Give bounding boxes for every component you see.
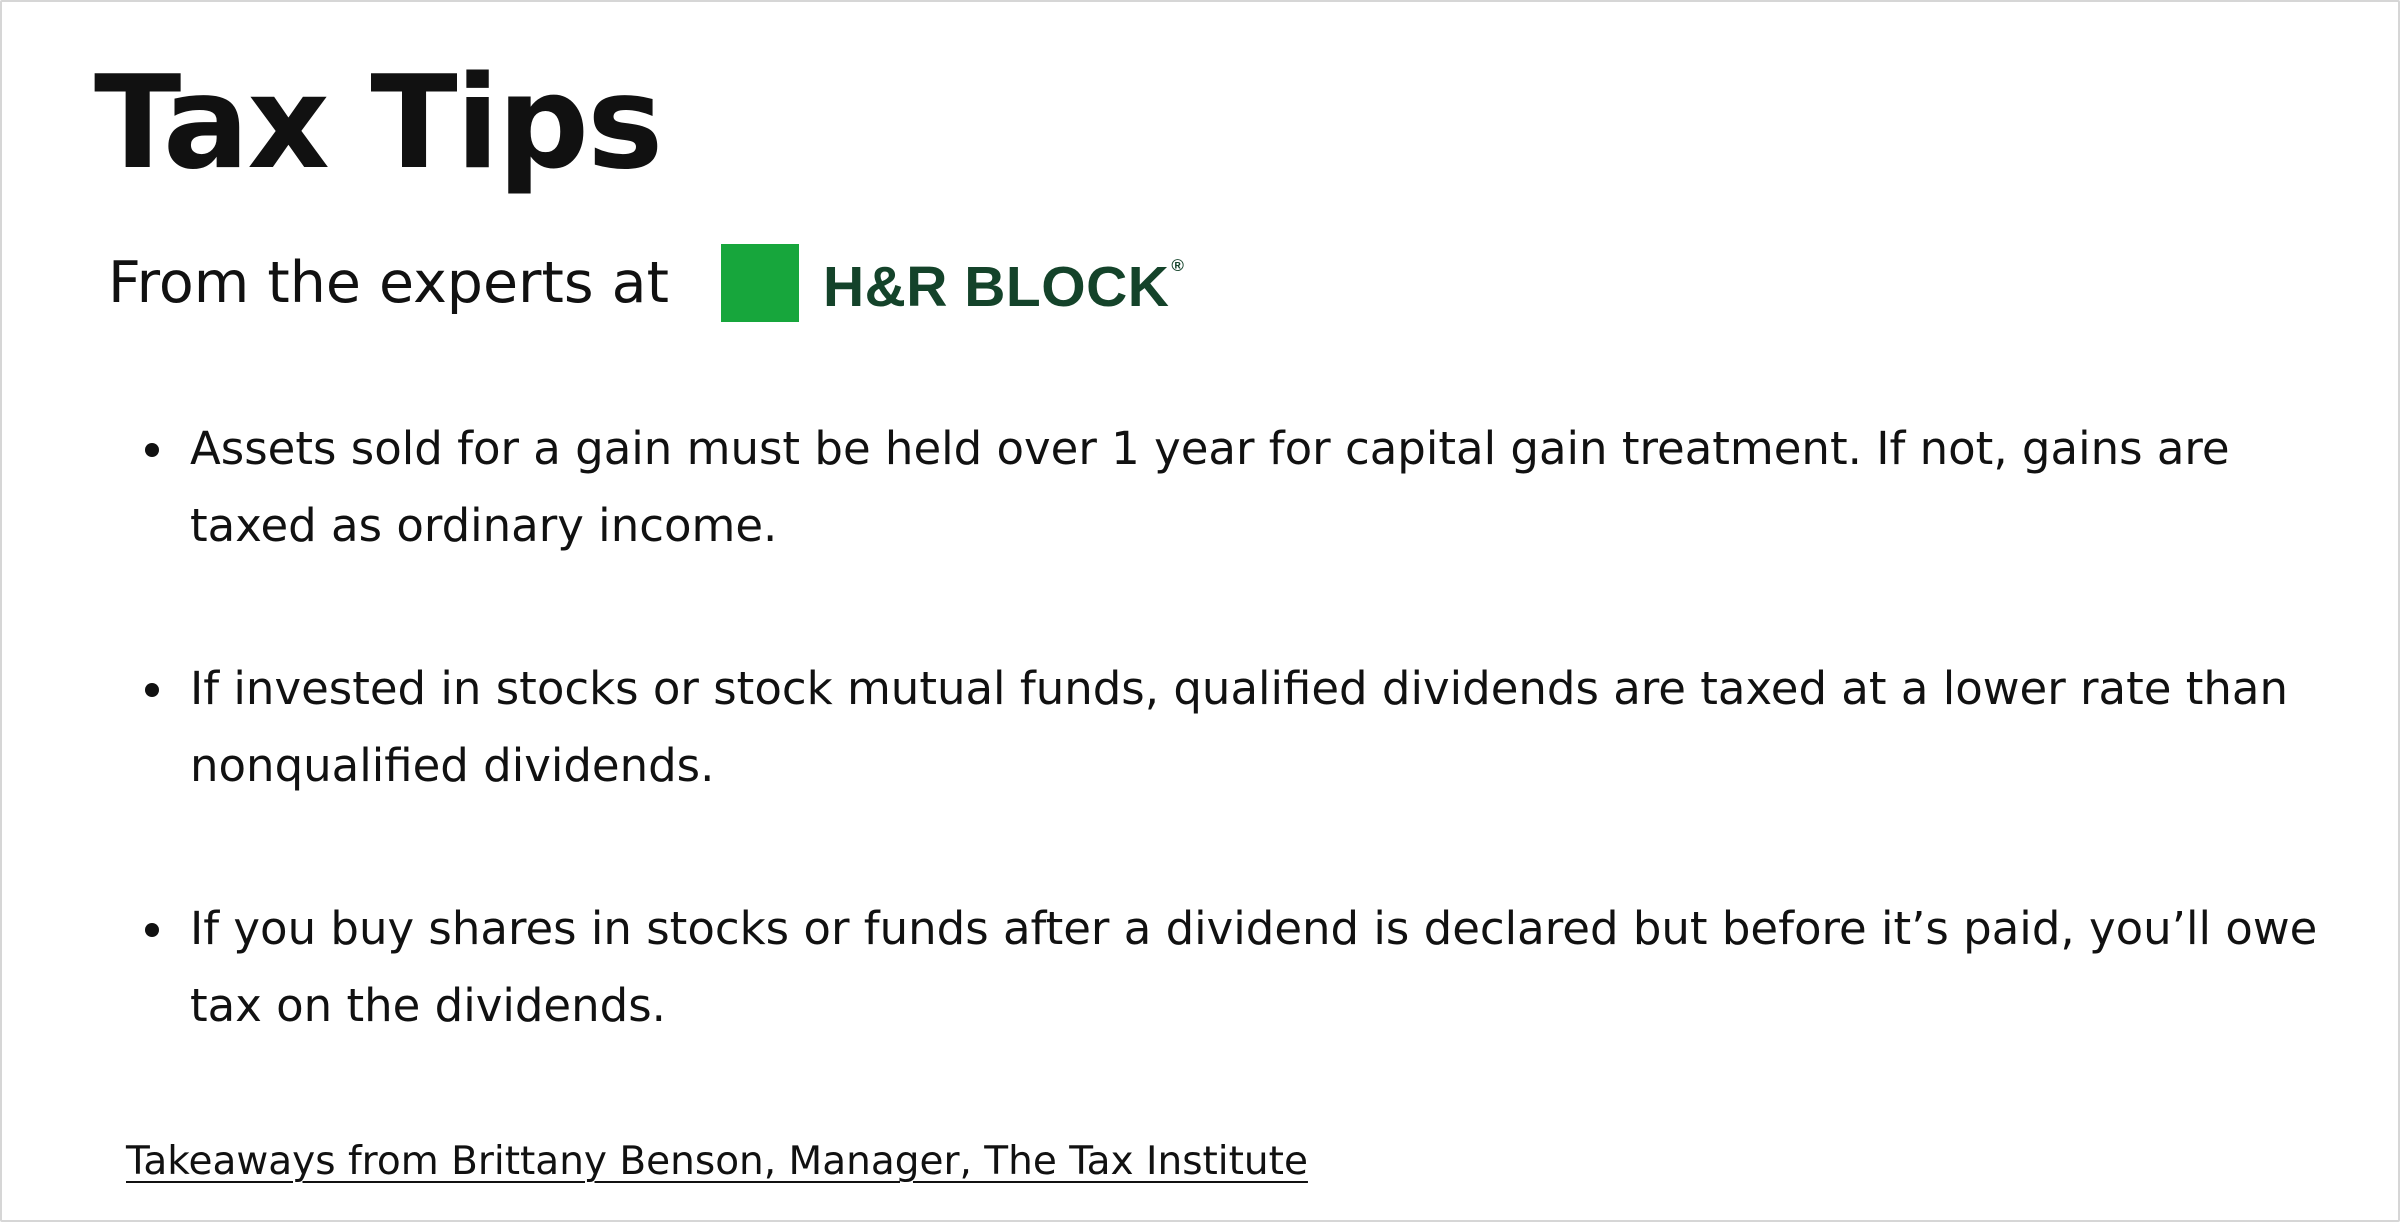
list-item: • If invested in stocks or stock mutual funds, qualified dividends are taxed at a lower rate than nonqualified dividends. <box>180 650 2324 804</box>
page-title: Tax Tips <box>94 49 662 198</box>
hr-block-logo <box>721 244 1185 322</box>
hr-block-logo-text <box>822 251 1185 319</box>
attribution-link[interactable]: Takeaways from Brittany Benson, Manager, The Tax Institute <box>126 1139 1308 1185</box>
list-item: • Assets sold for a gain must be held over 1 year for capital gain treatment. If not, gains are taxed as ordinary income. <box>180 410 2324 564</box>
registered-trademark-mark: ® <box>1171 255 1185 275</box>
hr-block-square-icon <box>721 244 799 322</box>
brand-name: H&R BLOCK <box>822 254 1170 319</box>
subtitle-text: From the experts at <box>108 249 669 316</box>
tips-list <box>132 410 2324 1130</box>
subtitle-row <box>108 242 1184 324</box>
list-item: • If you buy shares in stocks or funds after a dividend is declared but before it’s paid, you’ll owe tax on the dividends. <box>180 890 2324 1044</box>
